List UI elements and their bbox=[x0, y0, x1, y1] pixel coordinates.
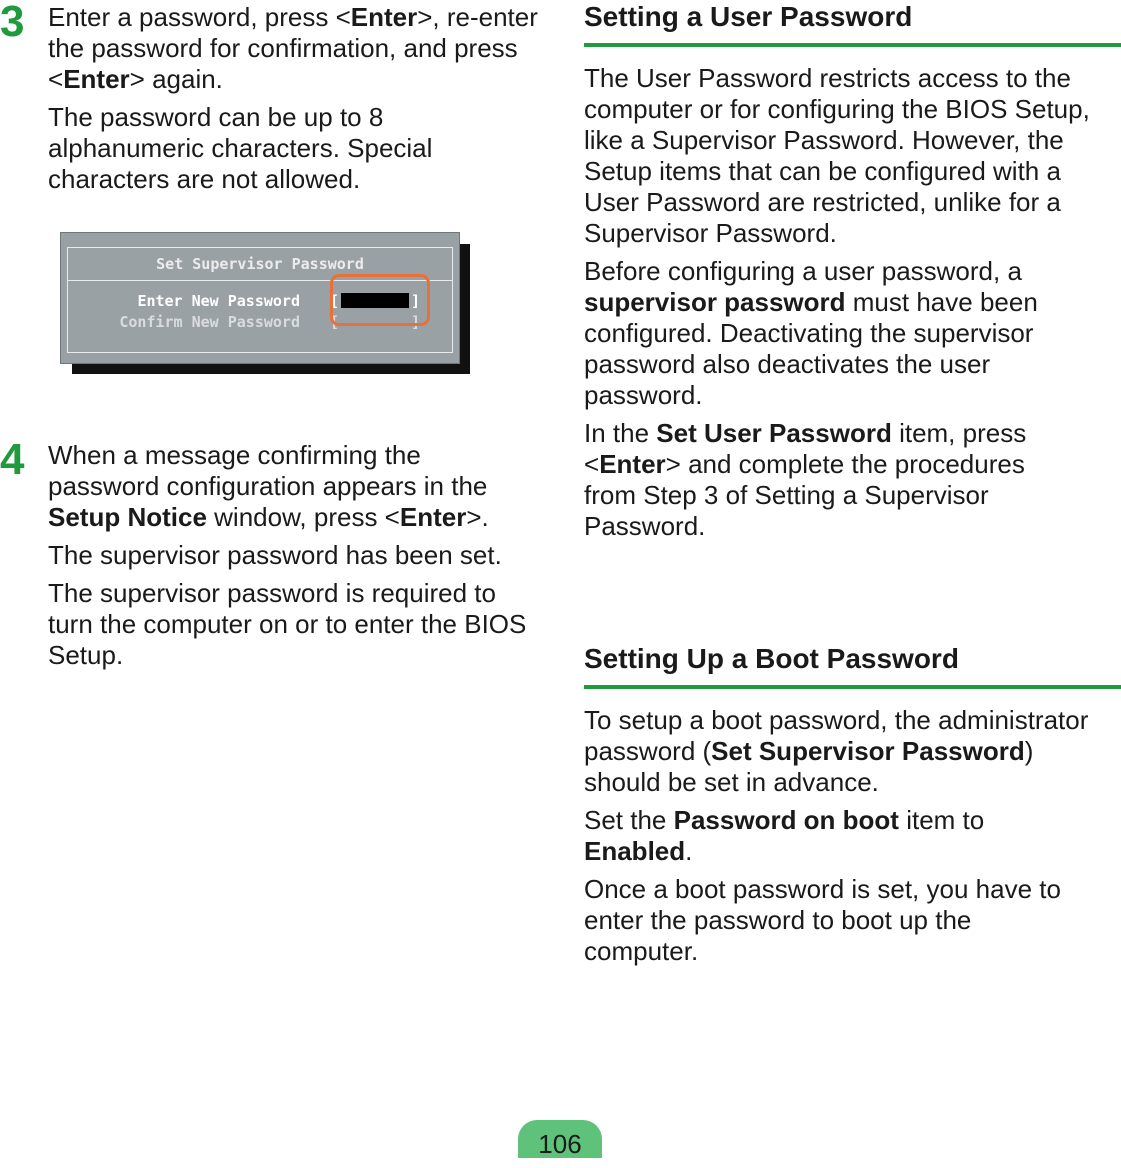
step-4-instruction: When a message confirming the password configuration appears in the Setup Notice window, press <Enter>. bbox=[48, 440, 489, 532]
paragraph: The User Password restricts access to the computer or for configuring the BIOS Setup, like a Supervisor Password. However, the Setup items that can be configured with a User Password are restricted, unlike for a Supervisor Password. bbox=[584, 63, 1090, 248]
section-heading: Setting Up a Boot Password bbox=[584, 643, 959, 674]
step-body bbox=[48, 2, 538, 202]
paragraph: Before configuring a user password, a supervisor password must have been configured. Deactivating the supervisor password also deactivates the user password. bbox=[584, 256, 1038, 410]
heading-rule bbox=[584, 685, 1121, 689]
step-body bbox=[48, 440, 538, 678]
step-4-note-2: The supervisor password is required to turn the computer on or to enter the BIOS Setup. bbox=[48, 578, 527, 670]
enter-new-password-label: Enter New Password bbox=[137, 292, 300, 310]
bios-screenshot bbox=[60, 232, 472, 380]
heading-rule bbox=[584, 43, 1121, 47]
step-number: 4 bbox=[0, 435, 25, 484]
confirm-new-password-field[interactable]: [ ] bbox=[330, 313, 421, 331]
bios-dialog-title: Set Supervisor Password bbox=[156, 255, 364, 273]
enter-new-password-field[interactable]: [ ] bbox=[330, 292, 421, 310]
page-number: 106 bbox=[518, 1120, 602, 1158]
step-3-instruction: Enter a password, press <Enter>, re-enter the password for confirmation, and press <Enter> again. bbox=[48, 2, 538, 94]
section-user-password bbox=[584, 0, 1121, 549]
highlight-outline bbox=[330, 274, 430, 326]
paragraph: In the Set User Password item, press <Enter> and complete the procedures from Step 3 of Setting a Supervisor Password. bbox=[584, 418, 1027, 541]
confirm-new-password-label: Confirm New Password bbox=[119, 313, 300, 331]
section-boot-password bbox=[584, 642, 1121, 974]
step-number: 3 bbox=[0, 0, 25, 46]
section-heading: Setting a User Password bbox=[584, 1, 913, 32]
paragraph: Once a boot password is set, you have to enter the password to boot up the computer. bbox=[584, 874, 1061, 966]
paragraph: To setup a boot password, the administrator password (Set Supervisor Password) should be set in advance. bbox=[584, 705, 1089, 797]
bios-dialog bbox=[60, 232, 460, 364]
step-3-note: The password can be up to 8 alphanumeric characters. Special characters are not allowed. bbox=[48, 102, 433, 194]
step-4-note-1: The supervisor password has been set. bbox=[48, 540, 502, 570]
bios-dialog-frame bbox=[67, 247, 453, 353]
paragraph: Set the Password on boot item to Enabled. bbox=[584, 805, 985, 866]
